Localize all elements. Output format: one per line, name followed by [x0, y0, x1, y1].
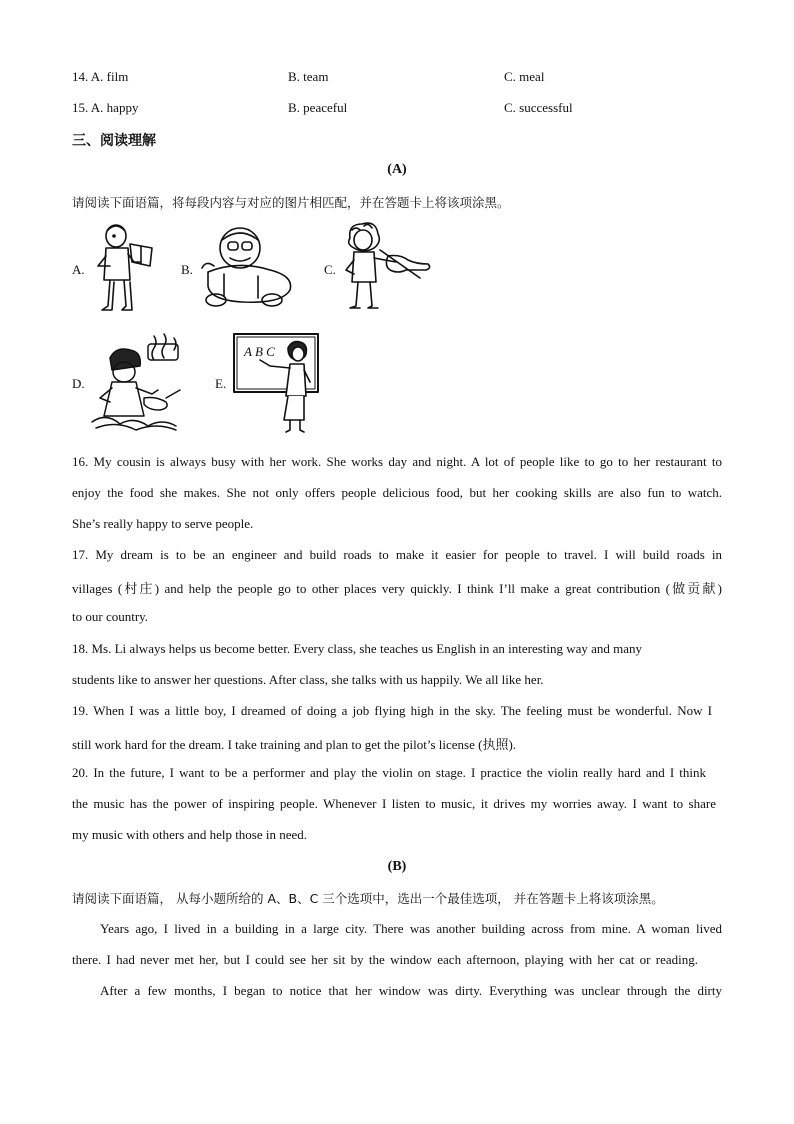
chef-cooking-icon — [86, 332, 186, 432]
passage-17-line-1: 17. My dream is to be an engineer and build roads to make it easier for people to travel. I will build roads in — [72, 547, 722, 562]
passage-18-line-1: 18. Ms. Li always helps us become better. Every class, she teaches us English in an interesting way and many — [72, 641, 643, 656]
part-b-line-3: After a few months, I began to notice that her window was dirty. Everything was unclear through the dirty — [100, 983, 722, 998]
picture-e-label: E. — [215, 376, 227, 391]
passage-19-line-2: still work hard for the dream. I take training and plan to get the pilot’s license (执照). — [72, 737, 517, 752]
picture-a-label: A. — [72, 262, 85, 277]
violinist-icon — [340, 220, 436, 312]
part-b-heading: (B) — [387, 859, 407, 874]
teacher-at-blackboard-icon — [230, 330, 322, 436]
pilot-in-airplane-icon — [198, 224, 298, 310]
option-15-a: 15. A. happy — [72, 100, 139, 115]
option-15-c: C. successful — [504, 100, 573, 115]
part-b-line-1: Years ago, I lived in a building in a large city. There was another building across from mine. A woman lived — [100, 921, 722, 936]
passage-20-line-3: my music with others and help those in need. — [72, 827, 308, 842]
man-reading-book-icon — [90, 222, 158, 314]
option-14-a: 14. A. film — [72, 69, 129, 84]
picture-b-label: B. — [181, 262, 193, 277]
passage-17-line-3: to our country. — [72, 609, 149, 624]
blackboard-text: A B C — [244, 344, 275, 359]
picture-c-label: C. — [324, 262, 336, 277]
section-title: 三、阅读理解 — [72, 133, 156, 149]
option-14-c: C. meal — [504, 69, 545, 84]
part-a-heading: (A) — [387, 162, 407, 177]
passage-19-line-1: 19. When I was a little boy, I dreamed of doing a job flying high in the sky. The feeling must be wonderful. Now I — [72, 703, 712, 718]
passage-16-line-1: 16. My cousin is always busy with her work. She works day and night. A lot of people like to go to her restaurant to — [72, 454, 722, 469]
passage-17-line-2: villages (村庄) and help the people go to other places very quickly. I think I’ll make a great contribution (做贡献) — [72, 581, 722, 596]
part-a-instruction: 请阅读下面语篇，将每段内容与对应的图片相匹配，并在答题卡上将该项涂黑。 — [72, 195, 510, 210]
part-b-instruction: 请阅读下面语篇， 从每小题所给的 A、B、C 三个选项中，选出一个最佳选项， 并在答题卡上将该项涂黑。 — [72, 891, 664, 906]
passage-20-line-2: the music has the power of inspiring people. Whenever I listen to music, it drives my worries away. I want to share — [72, 796, 716, 811]
picture-d-label: D. — [72, 376, 85, 391]
passage-16-line-3: She’s really happy to serve people. — [72, 516, 254, 531]
passage-20-line-1: 20. In the future, I want to be a performer and play the violin on stage. I practice the violin really hard and I think — [72, 765, 706, 780]
passage-16-line-2: enjoy the food she makes. She not only offers people delicious food, but her cooking skills are also fun to watch. — [72, 485, 722, 500]
part-b-line-2: there. I had never met her, but I could see her sit by the window each afternoon, playing with her cat or reading. — [72, 952, 698, 967]
option-15-b: B. peaceful — [288, 100, 348, 115]
option-14-b: B. team — [288, 69, 329, 84]
passage-18-line-2: students like to answer her questions. After class, she talks with us happily. We all like her. — [72, 672, 544, 687]
